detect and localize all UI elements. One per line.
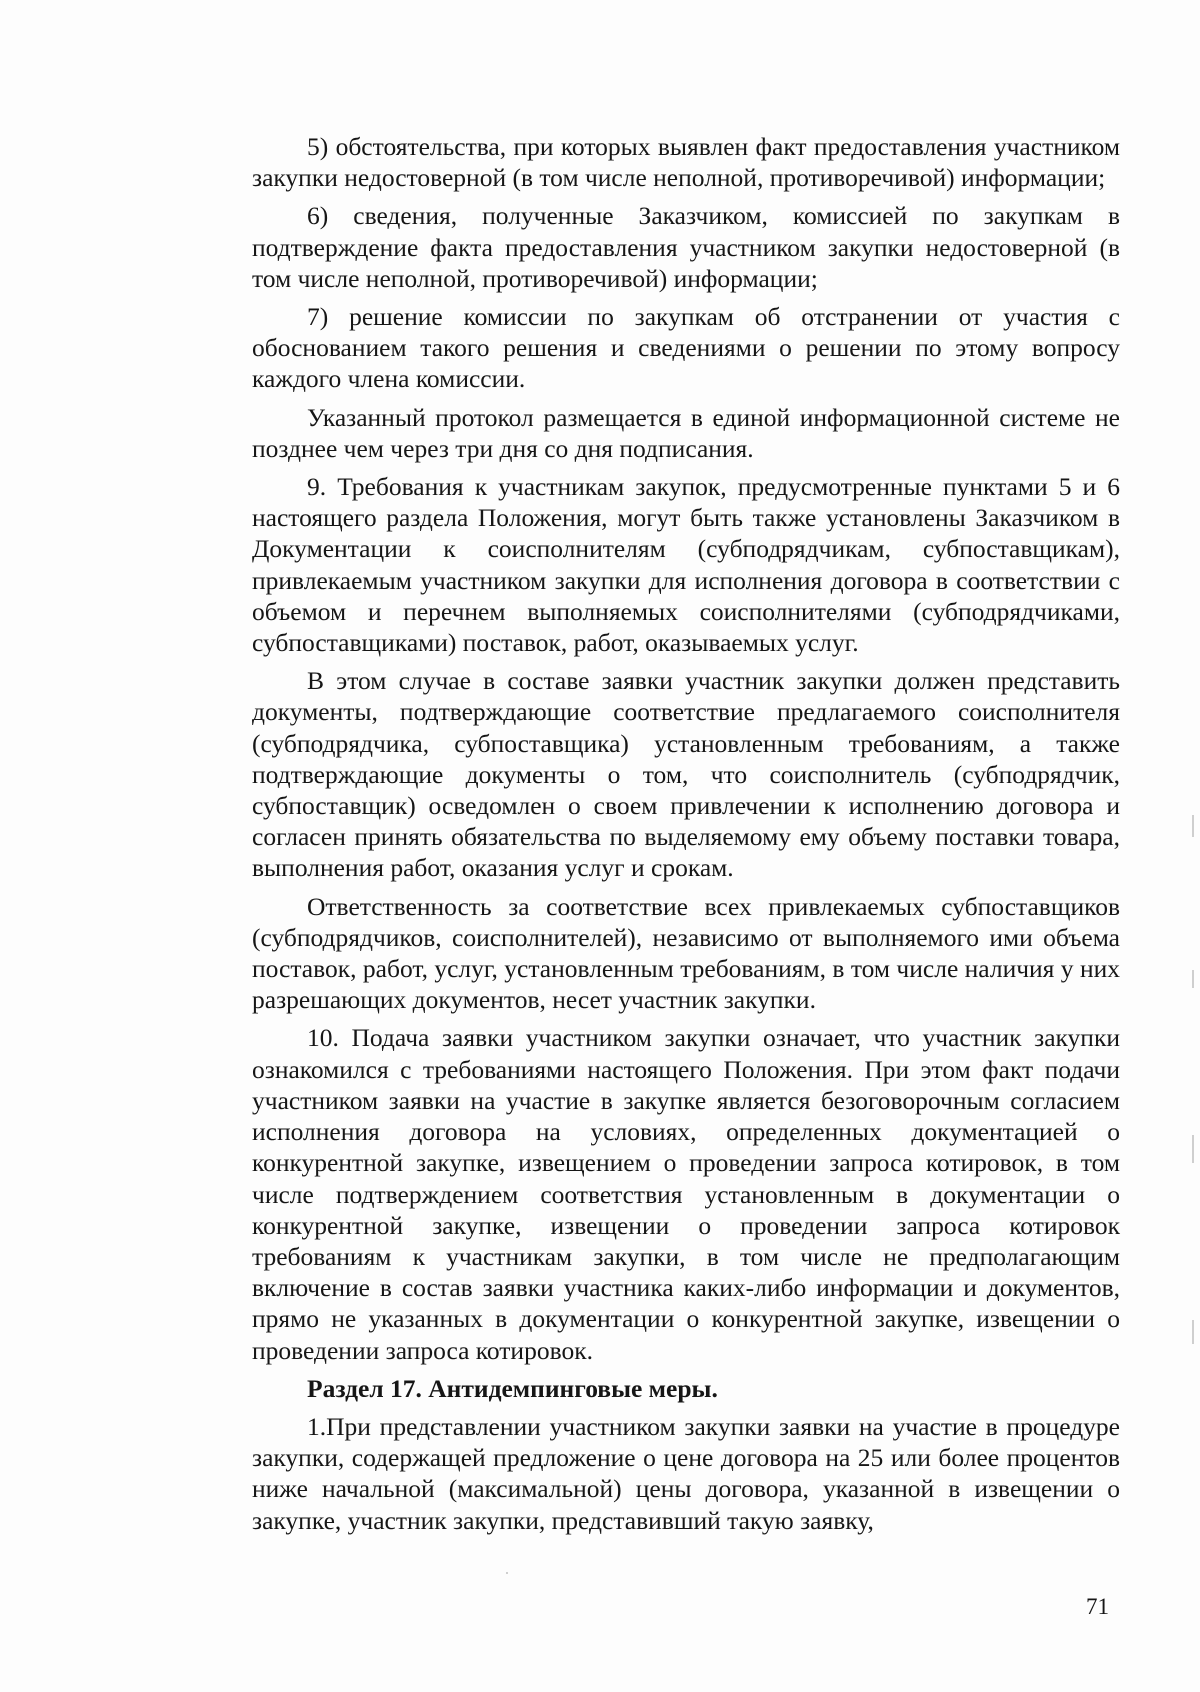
scan-speck: [1192, 1320, 1194, 1344]
scan-speck: [1192, 1135, 1194, 1163]
scan-speck: [1192, 815, 1194, 837]
paragraph-item-7: 7) решение комиссии по закупкам об отстранении от участия с обоснованием такого решения и сведениями о решении по этому вопросу каждого члена комиссии.: [252, 302, 1120, 394]
scan-speck: [1192, 970, 1194, 988]
paragraph-responsibility: Ответственность за соответствие всех привлекаемых субпоставщиков (субподрядчиков, соисполнителей), независимо от выполняемого ими объема поставок, работ, услуг, установленным требованиям, в том числе наличия у них разрешающих документов, несет участник закупки.: [252, 891, 1120, 1015]
paragraph-item-6: 6) сведения, полученные Заказчиком, комиссией по закупкам в подтверждение факта предоставления участником закупки недостоверной (в том числе неполной, противоречивой) информации;: [252, 201, 1120, 293]
paragraph-clause-10: 10. Подача заявки участником закупки означает, что участник закупки ознакомился с требованиями настоящего Положения. При этом факт подачи участником заявки на участие в закупке является безоговорочным согласием исполнения договора на условиях, определенных документацией о конкурентной закупке, извещением о проведении запроса котировок, в том числе подтверждением соответствия установленным в документации о конкурентной закупке, извещении о проведении запроса котировок требованиям к участникам закупки, в том числе не предполагающим включение в состав заявки участника каких-либо информации и документов, прямо не указанных в документации о конкурентной закупке, извещении о проведении запроса котировок.: [252, 1023, 1120, 1365]
page-number: 71: [1086, 1594, 1109, 1619]
paragraph-protocol-publication: Указанный протокол размещается в единой информационной системе не позднее чем через три дня со дня подписания.: [252, 402, 1120, 463]
paragraph-subcontractor-documents: В этом случае в составе заявки участник закупки должен представить документы, подтверждающие соответствие предлагаемого соисполнителя (субподрядчика, субпоставщика) установленным требованиям, а также подтверждающие документы о том, что соисполнитель (субподрядчик, субпоставщик) осведомлен о своем привлечении к исполнению договора и согласен принять обязательства по выделяемому ему объему поставки товара, выполнения работ, оказания услуг и срокам.: [252, 666, 1120, 883]
scan-speck: [506, 1572, 508, 1574]
document-body: [252, 131, 1120, 1543]
paragraph-clause-9: 9. Требования к участникам закупок, предусмотренные пунктами 5 и 6 настоящего раздела Положения, могут быть также установлены Заказчиком в Документации к соисполнителям (субподрядчикам, субпоставщикам), привлекаемым участником закупки для исполнения договора в соответствии с объемом и перечнем выполняемых соисполнителями (субподрядчиками, субпоставщиками) поставок, работ, оказываемых услуг.: [252, 472, 1120, 658]
section-heading: Раздел 17. Антидемпинговые меры.: [307, 1373, 718, 1403]
paragraph-item-5: 5) обстоятельства, при которых выявлен факт предоставления участником закупки недостоверной (в том числе неполной, противоречивой) информации;: [252, 132, 1120, 193]
paragraph-section-17-clause-1: 1.При представлении участником закупки заявки на участие в процедуре закупки, содержащей предложение о цене договора на 25 или более процентов ниже начальной (максимальной) цены договора, указанной в извещении о закупке, участник закупки, представивший такую заявку,: [252, 1411, 1120, 1535]
